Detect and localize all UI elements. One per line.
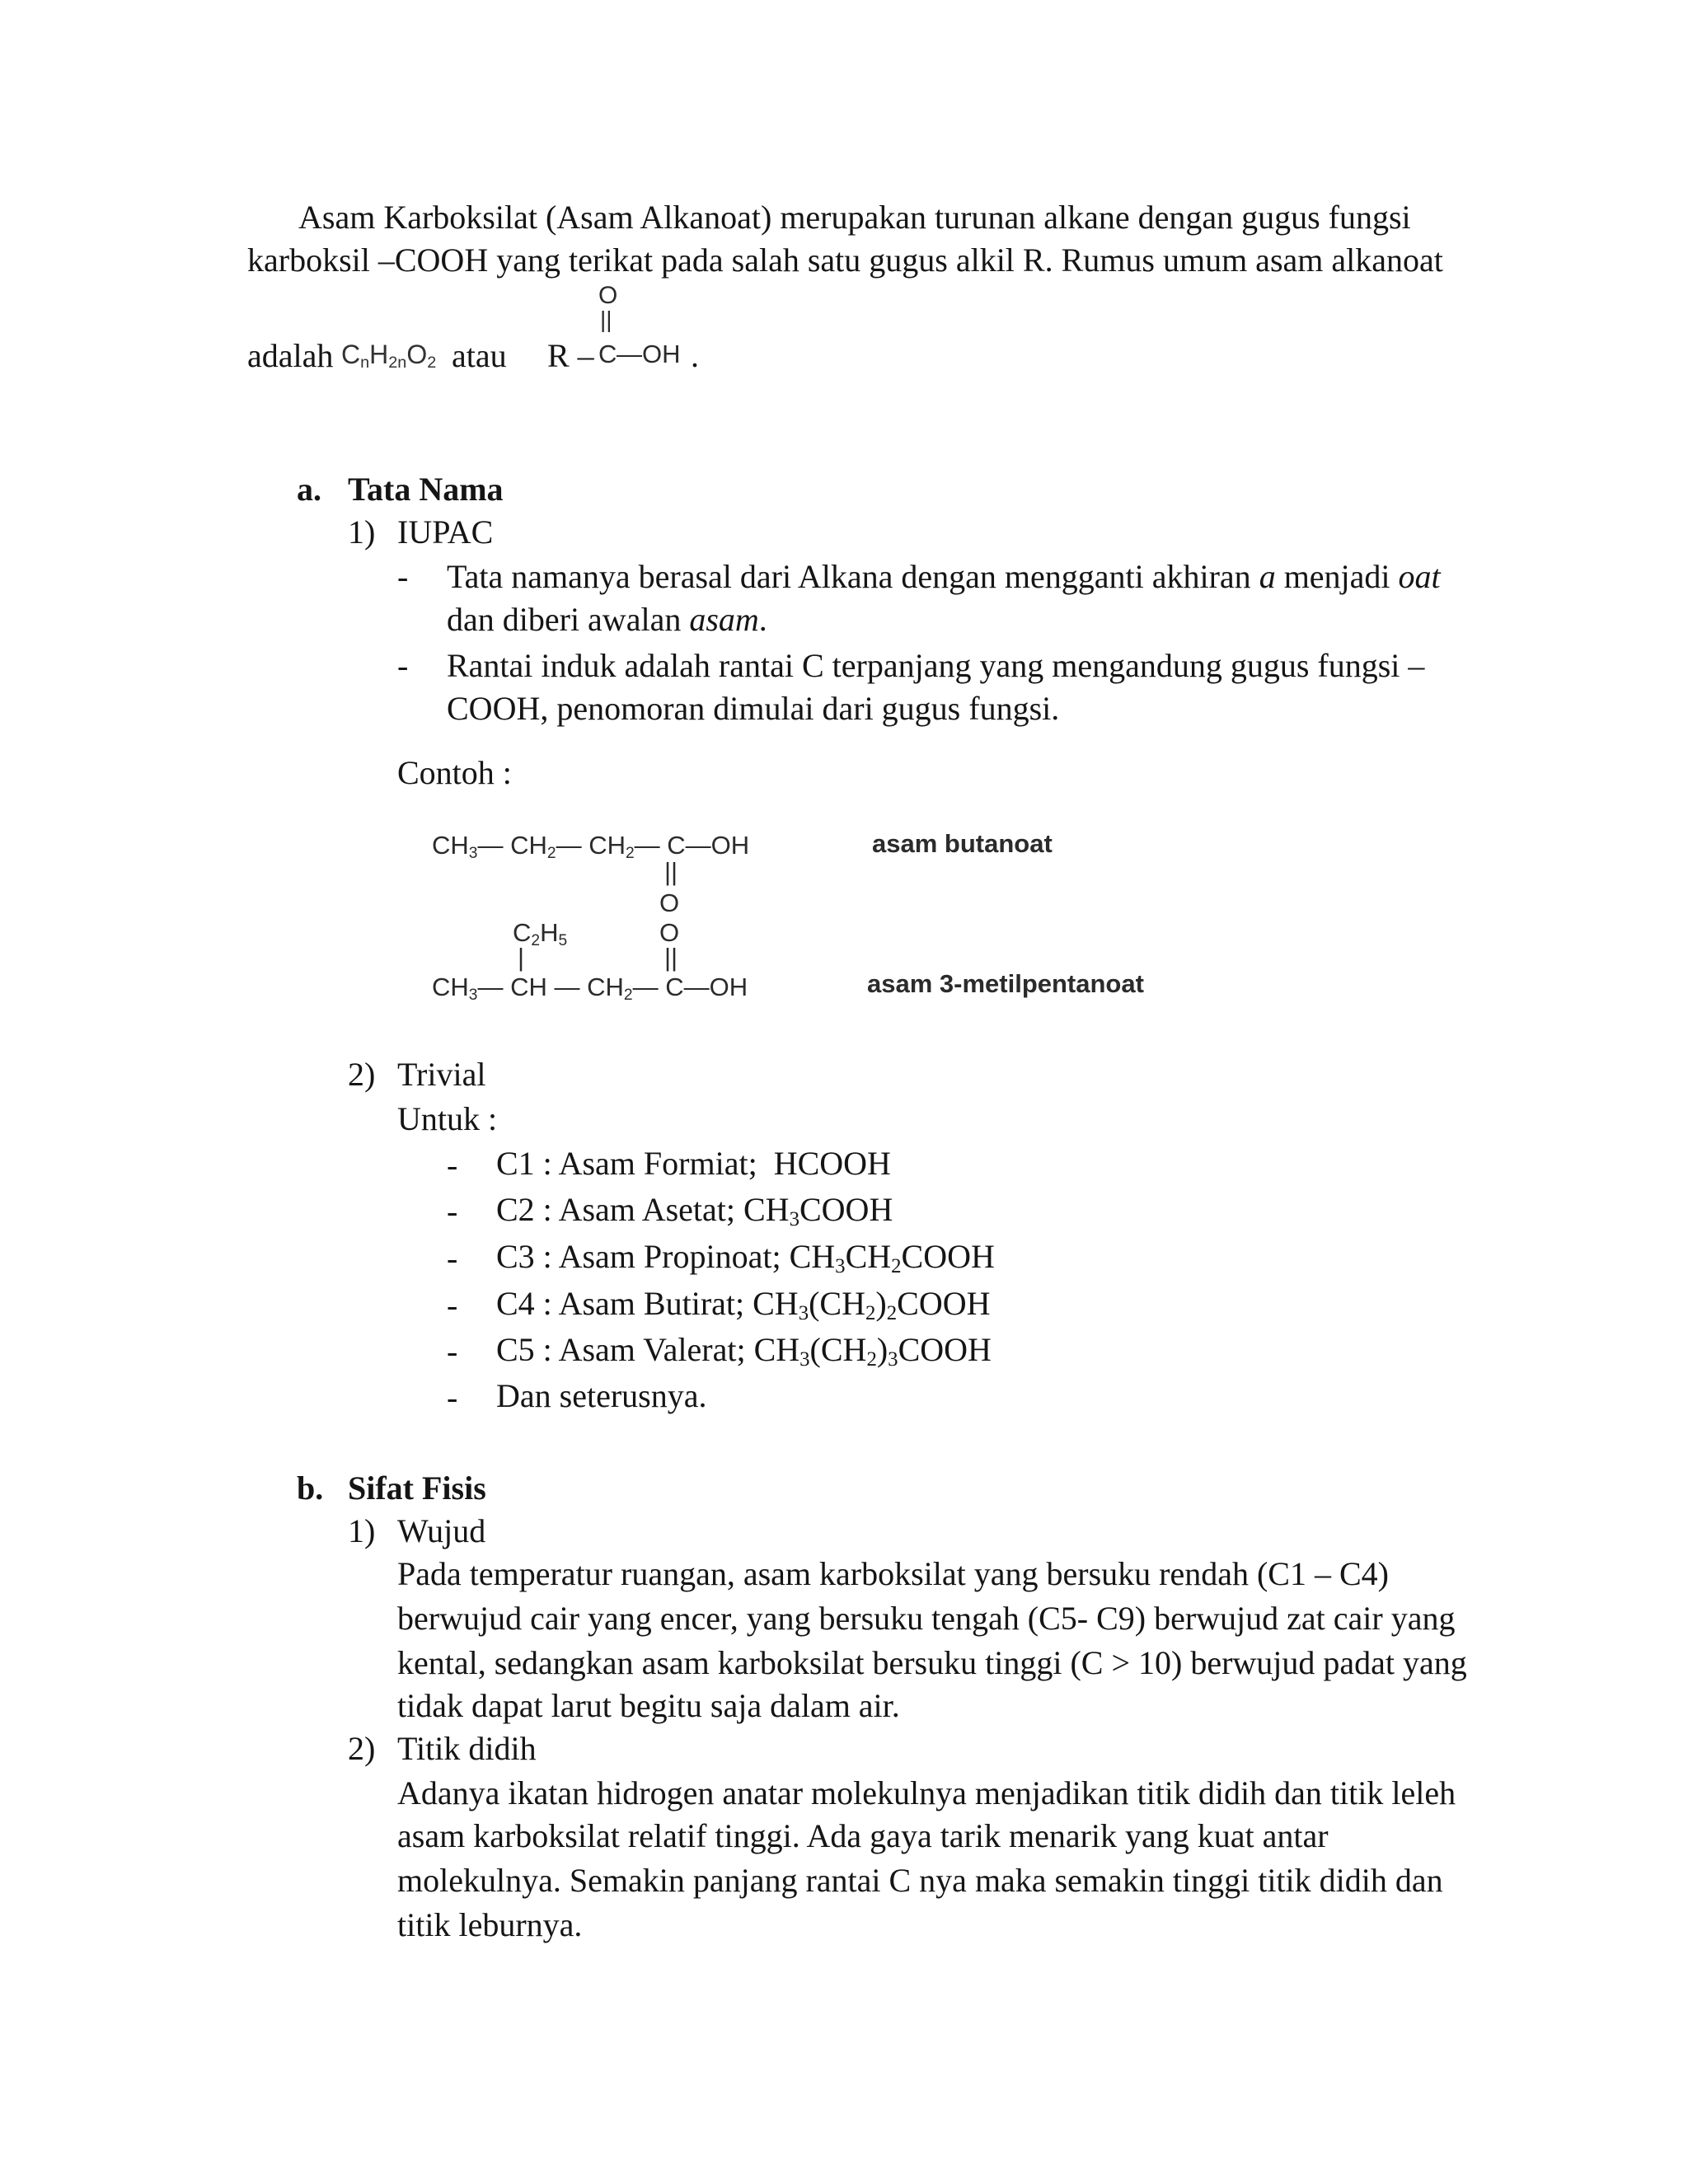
trivial-item-6: Dan seterusnya.: [496, 1377, 707, 1414]
trivial-formula: $CH_3CH_2COOH$: [789, 1238, 995, 1278]
trivial-item-2: [496, 1190, 893, 1229]
atau-text: atau: [452, 337, 507, 374]
trivial-item-4: [496, 1284, 990, 1323]
section-a-title: Tata Nama: [348, 471, 504, 508]
struct-double-bond: ||: [600, 307, 612, 332]
ex2-c: C: [665, 972, 684, 1001]
bullet1-oat: oat: [1398, 558, 1441, 595]
ex1-c: C: [667, 831, 686, 860]
bullet1-line2: [447, 600, 767, 639]
trivial-label: C5 : Asam Valerat;: [496, 1331, 746, 1368]
bullet1-text: Tata namanya berasal dari Alkana dengan mengganti akhiran: [447, 558, 1251, 595]
trivial-formula: HCOOH: [765, 1145, 891, 1182]
item1-number: 1): [348, 513, 376, 551]
ex2-double-bond: ||: [664, 943, 678, 972]
ex1-oh: —OH: [685, 831, 750, 860]
trivial-formula: $CH_3(CH_2)_3COOH$: [753, 1331, 992, 1371]
struct-c: C: [598, 340, 617, 368]
trivial-formula: $CH_3COOH$: [743, 1191, 893, 1231]
bullet1-line1: [447, 557, 1451, 596]
ex2-name: asam 3-metilpentanoat: [867, 969, 1144, 998]
trivial-label: C3 : Asam Propinoat;: [496, 1238, 781, 1275]
trivial-label: C2 : Asam Asetat;: [496, 1191, 735, 1228]
bullet1-a: a: [1259, 558, 1276, 595]
bullet2-line2: COOH, penomoran dimulai dari gugus fungsi.: [447, 690, 1060, 727]
section-b-title: Sifat Fisis: [348, 1469, 486, 1507]
ex1-name: asam butanoat: [872, 829, 1053, 858]
section-b-letter: b.: [297, 1469, 324, 1507]
trivial-item-1: [496, 1144, 891, 1183]
adalah-text: adalah: [247, 337, 334, 374]
item2-title: Trivial: [397, 1056, 486, 1093]
trivial-bullet-5: -: [447, 1333, 458, 1370]
example2-structure: $CH_3—$ CH — $CH_2—$ C—OH: [432, 972, 748, 1004]
trivial-formula: $CH_3(CH_2)_2COOH$: [753, 1285, 991, 1325]
intro-line-1: Asam Karboksilat (Asam Alkanoat) merupakan turunan alkane dengan gugus fungsi: [298, 199, 1411, 236]
ex2-ethyl: $C_2H_5$: [513, 918, 568, 949]
wujud-title: Wujud: [397, 1512, 486, 1549]
bullet1-asam: asam: [689, 601, 759, 638]
ex1-ch2b: $CH_2$: [588, 831, 635, 862]
untuk-label: Untuk :: [397, 1100, 498, 1137]
bullet-1: -: [397, 558, 409, 595]
ex2-ch3: $CH_3$: [432, 972, 478, 1004]
titik-line-3: molekulnya. Semakin panjang rantai C nya maka semakin tinggi titik didih dan: [397, 1862, 1443, 1899]
wujud-line-1: Pada temperatur ruangan, asam karboksilat yang bersuku rendah (C1 – C4): [397, 1555, 1389, 1592]
trivial-label: C1 : Asam Formiat;: [496, 1145, 757, 1182]
bullet1-line2-text: dan diberi awalan: [447, 601, 682, 638]
ex1-ch3: $CH_3$: [432, 831, 478, 862]
ex1-ch2a: $CH_2$: [510, 831, 556, 862]
ex2-oxygen: O: [659, 918, 680, 947]
bullet1-menjadi: menjadi: [1283, 558, 1390, 595]
wujud-line-4: tidak dapat larut begitu saja dalam air.: [397, 1687, 900, 1724]
titik-line-4: titik leburnya.: [397, 1906, 583, 1943]
trivial-item-3: [496, 1237, 995, 1276]
struct-dot: .: [691, 337, 699, 374]
formula-text: $C_nH_{2n}O_2$: [341, 340, 437, 372]
intro-line-2: karboksil –COOH yang terikat pada salah satu gugus alkil R. Rumus umum asam alkanoat: [247, 241, 1443, 279]
wujud-line-2: berwujud cair yang encer, yang bersuku tengah (C5- C9) berwujud zat cair yang: [397, 1600, 1456, 1637]
bullet-2: -: [397, 647, 409, 684]
trivial-bullet-4: -: [447, 1286, 458, 1324]
bullet1-period: .: [758, 601, 767, 638]
ex1-double-bond: ||: [664, 857, 678, 886]
contoh-label: Contoh :: [397, 754, 512, 791]
bullet2-line1: Rantai induk adalah rantai C terpanjang yang mengandung gugus fungsi –: [447, 647, 1425, 684]
item2-number: 2): [348, 1056, 376, 1093]
titik-line-2: asam karboksilat relatif tinggi. Ada gaya tarik menarik yang kuat antar: [397, 1817, 1329, 1854]
ex2-oh: —OH: [683, 972, 748, 1001]
struct-r: R –: [547, 337, 594, 374]
struct-o: O: [598, 282, 618, 309]
titik-title: Titik didih: [397, 1730, 537, 1767]
struct-oh: —OH: [617, 340, 681, 368]
trivial-item-5: [496, 1330, 992, 1369]
trivial-bullet-6: -: [447, 1379, 458, 1416]
ex2-ch: CH: [510, 972, 547, 1001]
ex2-ch2: $CH_2$: [587, 972, 633, 1004]
trivial-bullet-1: -: [447, 1146, 458, 1183]
wujud-line-3: kental, sedangkan asam karboksilat bersuku tinggi (C > 10) berwujud padat yang: [397, 1644, 1467, 1681]
general-formula: [341, 340, 436, 370]
trivial-bullet-2: -: [447, 1193, 458, 1230]
ex2-bar: |: [518, 943, 525, 972]
titik-number: 2): [348, 1730, 376, 1767]
example1-structure: $CH_3—$ $CH_2—$ $CH_2—$ C—OH: [432, 831, 750, 862]
ex1-oxygen: O: [659, 888, 680, 917]
wujud-number: 1): [348, 1512, 376, 1549]
trivial-label: C4 : Asam Butirat;: [496, 1285, 745, 1322]
section-a-letter: a.: [297, 471, 321, 508]
titik-line-1: Adanya ikatan hidrogen anatar molekulnya menjadikan titik didih dan titik leleh: [397, 1774, 1456, 1811]
trivial-bullet-3: -: [447, 1240, 458, 1277]
item1-title: IUPAC: [397, 513, 494, 551]
